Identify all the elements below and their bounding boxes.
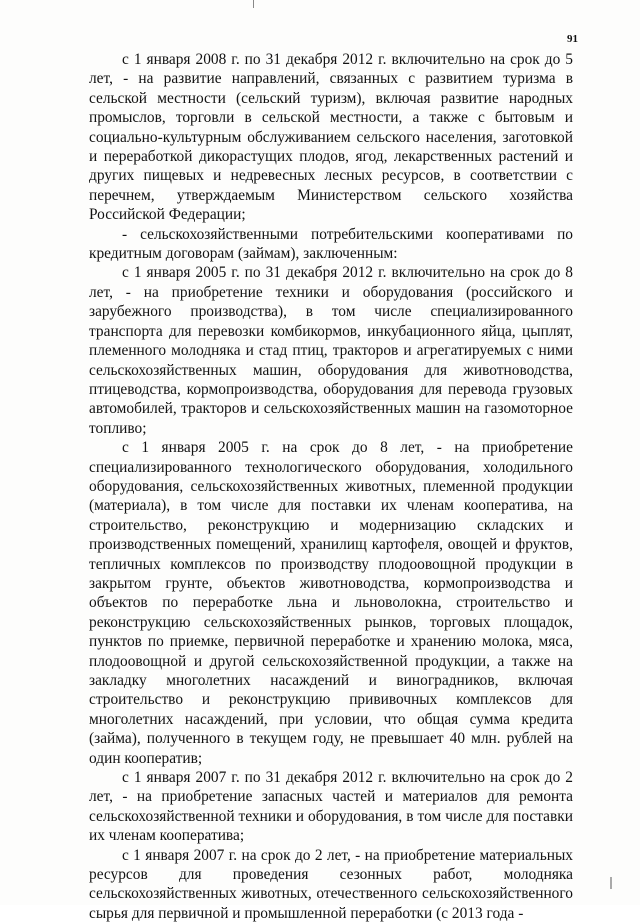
paragraph-tourism: с 1 января 2008 г. по 31 декабря 2012 г. включительно на срок до 5 лет, - на развитие направлений, связанных с развитием туризма в сельской местности (сельский туризм), включая развитие народных промыслов, торговли в сельской местности, а также с бытовым и социально-культурным обслуживанием сельского населения, заготовкой и переработкой дикорастущих плодов, ягод, лекарственных растений и других пищевых и недревесных лесных ресурсов, в соответствии с перечнем, утверждаемым Министерством сельского хозяйства Российской Федерации; (89, 51, 573, 224)
scan-artifact-top (253, 0, 254, 8)
scan-artifact-bottom (610, 877, 612, 889)
paragraph-equipment-8-years: с 1 января 2005 г. по 31 декабря 2012 г. включительно на срок до 8 лет, - на приобретение техники и оборудования (российского и зарубежного производства), в том числе специализированного транспорта для перевозки комбикормов, инкубационного яйца, цыплят, племенного молодняка и стад птиц, тракторов и агрегатируемых с ними сельскохозяйственных машин, оборудования для животноводства, птицеводства, кормопроизводства, оборудования для перевода грузовых автомобилей, тракторов и сельскохозяйственных машин на газомоторное топливо; (89, 264, 573, 437)
paragraph-material-resources: с 1 января 2007 г. на срок до 2 лет, - на приобретение материальных ресурсов для проведения сезонных работ, молодняка сельскохозяйственных животных, отечественного сельскохозяйственного сырья для первичной и промышленной переработки (с 2013 года - (89, 846, 573, 922)
page-number: 91 (567, 33, 578, 45)
paragraph-spare-parts: с 1 января 2007 г. по 31 декабря 2012 г. включительно на срок до 2 лет, - на приобретение запасных частей и материалов для ремонта сельскохозяйственной техники и оборудования, в том числе для поставки их членам кооператива; (89, 769, 573, 845)
paragraph-cooperatives-intro: - сельскохозяйственными потребительскими кооперативами по кредитным договорам (займам), заключенным: (89, 225, 573, 263)
paragraph-specialized-equipment: с 1 января 2005 г. на срок до 8 лет, - на приобретение специализированного технологического оборудования, холодильного оборудования, сельскохозяйственных животных, племенной продукции (материала), в том числе для поставки их членам кооператива, на строительство, реконструкцию и модернизацию складских и производственных помещений, хранилищ картофеля, овощей и фруктов, тепличных комплексов по производству плодоовощной продукции в закрытом грунте, объектов животноводства, кормопроизводства и объектов по переработке льна и льноволокна, строительство и реконструкцию сельскохозяйственных рынков, торговых площадок, пунктов по приемке, первичной переработке и хранению молока, мяса, плодоовощной и другой сельскохозяйственной продукции, а также на закладку многолетних насаждений и виноградников, включая строительство и реконструкцию прививочных комплексов для многолетних насаждений, при условии, что общая сумма кредита (займа), полученного в текущем году, не превышает 40 млн. рублей на один кооператив; (89, 439, 573, 767)
document-body (89, 50, 573, 923)
